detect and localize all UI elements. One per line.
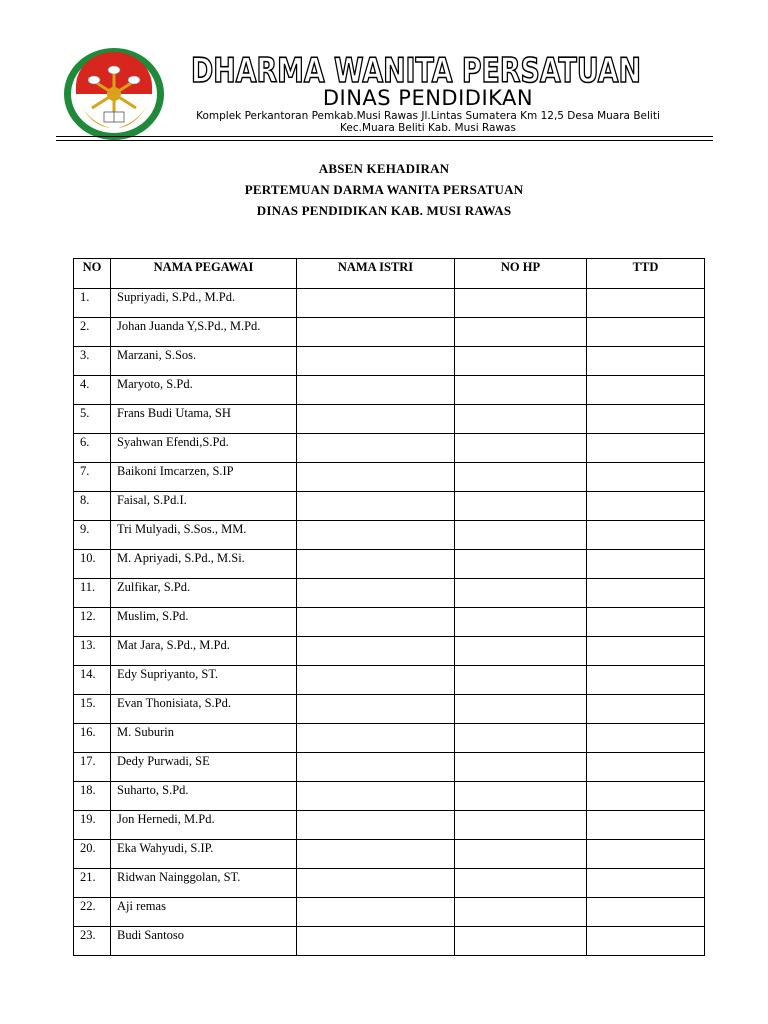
wife-name-cell[interactable]: [297, 898, 455, 927]
wife-name-cell[interactable]: [297, 608, 455, 637]
employee-name: M. Suburin: [111, 724, 297, 753]
employee-name: Suharto, S.Pd.: [111, 782, 297, 811]
wife-name-cell[interactable]: [297, 347, 455, 376]
employee-name: Muslim, S.Pd.: [111, 608, 297, 637]
signature-cell[interactable]: [587, 608, 705, 637]
row-number: 20.: [74, 840, 111, 869]
employee-name: Evan Thonisiata, S.Pd.: [111, 695, 297, 724]
dharma-wanita-logo: [62, 46, 166, 142]
document-subtitle: PERTEMUAN DARMA WANITA PERSATUAN: [244, 182, 524, 197]
wife-name-cell[interactable]: [297, 521, 455, 550]
phone-cell[interactable]: [455, 927, 587, 956]
employee-name: Johan Juanda Y,S.Pd., M.Pd.: [111, 318, 297, 347]
phone-cell[interactable]: [455, 608, 587, 637]
signature-cell[interactable]: [587, 840, 705, 869]
address-line-1: Komplek Perkantoran Pemkab.Musi Rawas Jl.Lintas Sumatera Km 12,5 Desa Muara Beliti: [196, 110, 660, 122]
employee-name: Mat Jara, S.Pd., M.Pd.: [111, 637, 297, 666]
signature-cell[interactable]: [587, 492, 705, 521]
employee-name: Faisal, S.Pd.I.: [111, 492, 297, 521]
phone-cell[interactable]: [455, 463, 587, 492]
table-row: [74, 405, 705, 434]
column-header-ttd: TTD: [587, 259, 705, 289]
row-number: 13.: [74, 637, 111, 666]
emblem-icon: [62, 46, 166, 142]
wife-name-cell[interactable]: [297, 782, 455, 811]
table-row: [74, 434, 705, 463]
signature-cell[interactable]: [587, 927, 705, 956]
signature-cell[interactable]: [587, 782, 705, 811]
employee-name: M. Apriyadi, S.Pd., M.Si.: [111, 550, 297, 579]
document-title: ABSEN KEHADIRAN: [318, 161, 450, 176]
signature-cell[interactable]: [587, 347, 705, 376]
letterhead-rule-thin: [56, 140, 713, 141]
row-number: 14.: [74, 666, 111, 695]
table-row: [74, 753, 705, 782]
phone-cell[interactable]: [455, 869, 587, 898]
phone-cell[interactable]: [455, 405, 587, 434]
signature-cell[interactable]: [587, 579, 705, 608]
row-number: 18.: [74, 782, 111, 811]
row-number: 15.: [74, 695, 111, 724]
column-header-nama-istri: NAMA ISTRI: [297, 259, 455, 289]
employee-name: Eka Wahyudi, S.IP.: [111, 840, 297, 869]
table-row: [74, 927, 705, 956]
table-row: [74, 521, 705, 550]
wife-name-cell[interactable]: [297, 840, 455, 869]
phone-cell[interactable]: [455, 898, 587, 927]
wife-name-cell[interactable]: [297, 637, 455, 666]
employee-name: Ridwan Nainggolan, ST.: [111, 869, 297, 898]
phone-cell[interactable]: [455, 579, 587, 608]
row-number: 22.: [74, 898, 111, 927]
document-subtitle-2: DINAS PENDIDIKAN KAB. MUSI RAWAS: [256, 203, 512, 218]
svg-text:DHARMA WANITA PERSATUAN: DHARMA WANITA PERSATUAN: [191, 51, 641, 91]
row-number: 1.: [74, 289, 111, 318]
employee-name: Zulfikar, S.Pd.: [111, 579, 297, 608]
address-line-2: Kec.Muara Beliti Kab. Musi Rawas: [340, 122, 516, 134]
phone-cell[interactable]: [455, 289, 587, 318]
wife-name-cell[interactable]: [297, 289, 455, 318]
wife-name-cell[interactable]: [297, 579, 455, 608]
phone-cell[interactable]: [455, 347, 587, 376]
signature-cell[interactable]: [587, 550, 705, 579]
table-header-row: [74, 259, 705, 289]
employee-name: Maryoto, S.Pd.: [111, 376, 297, 405]
column-header-no-hp: NO HP: [455, 259, 587, 289]
table-row: [74, 347, 705, 376]
table-row: [74, 376, 705, 405]
row-number: 21.: [74, 869, 111, 898]
signature-cell[interactable]: [587, 521, 705, 550]
signature-cell[interactable]: [587, 724, 705, 753]
phone-cell[interactable]: [455, 695, 587, 724]
table-row: [74, 579, 705, 608]
table-row: [74, 550, 705, 579]
phone-cell[interactable]: [455, 753, 587, 782]
table-row: [74, 318, 705, 347]
employee-name: Marzani, S.Sos.: [111, 347, 297, 376]
signature-cell[interactable]: [587, 289, 705, 318]
signature-cell[interactable]: [587, 463, 705, 492]
phone-cell[interactable]: [455, 318, 587, 347]
row-number: 10.: [74, 550, 111, 579]
table-row: [74, 840, 705, 869]
signature-cell[interactable]: [587, 637, 705, 666]
phone-cell[interactable]: [455, 840, 587, 869]
row-number: 4.: [74, 376, 111, 405]
phone-cell[interactable]: [455, 637, 587, 666]
signature-cell[interactable]: [587, 376, 705, 405]
row-number: 23.: [74, 927, 111, 956]
row-number: 17.: [74, 753, 111, 782]
wife-name-cell[interactable]: [297, 463, 455, 492]
phone-cell[interactable]: [455, 521, 587, 550]
employee-name: Edy Supriyanto, ST.: [111, 666, 297, 695]
table-row: [74, 463, 705, 492]
attendance-table: [73, 258, 705, 956]
employee-name: Supriyadi, S.Pd., M.Pd.: [111, 289, 297, 318]
table-row: [74, 782, 705, 811]
signature-cell[interactable]: [587, 753, 705, 782]
employee-name: Frans Budi Utama, SH: [111, 405, 297, 434]
row-number: 12.: [74, 608, 111, 637]
table-row: [74, 637, 705, 666]
signature-cell[interactable]: [587, 405, 705, 434]
phone-cell[interactable]: [455, 376, 587, 405]
employee-name: Dedy Purwadi, SE: [111, 753, 297, 782]
column-header-no: NO: [74, 259, 111, 289]
signature-cell[interactable]: [587, 869, 705, 898]
row-number: 7.: [74, 463, 111, 492]
phone-cell[interactable]: [455, 782, 587, 811]
wife-name-cell[interactable]: [297, 695, 455, 724]
row-number: 9.: [74, 521, 111, 550]
signature-cell[interactable]: [587, 666, 705, 695]
wife-name-cell[interactable]: [297, 434, 455, 463]
letterhead-rule: [56, 136, 713, 137]
phone-cell[interactable]: [455, 492, 587, 521]
row-number: 19.: [74, 811, 111, 840]
wife-name-cell[interactable]: [297, 753, 455, 782]
wife-name-cell[interactable]: [297, 666, 455, 695]
employee-name: Tri Mulyadi, S.Sos., MM.: [111, 521, 297, 550]
employee-name: Budi Santoso: [111, 927, 297, 956]
table-row: [74, 666, 705, 695]
row-number: 6.: [74, 434, 111, 463]
wife-name-cell[interactable]: [297, 927, 455, 956]
employee-name: Jon Hernedi, M.Pd.: [111, 811, 297, 840]
table-row: [74, 695, 705, 724]
wife-name-cell[interactable]: [297, 550, 455, 579]
row-number: 3.: [74, 347, 111, 376]
phone-cell[interactable]: [455, 811, 587, 840]
employee-name: Aji remas: [111, 898, 297, 927]
row-number: 16.: [74, 724, 111, 753]
wife-name-cell[interactable]: [297, 724, 455, 753]
row-number: 5.: [74, 405, 111, 434]
phone-cell[interactable]: [455, 724, 587, 753]
signature-cell[interactable]: [587, 318, 705, 347]
phone-cell[interactable]: [455, 666, 587, 695]
wife-name-cell[interactable]: [297, 811, 455, 840]
signature-cell[interactable]: [587, 811, 705, 840]
wife-name-cell[interactable]: [297, 376, 455, 405]
row-number: 2.: [74, 318, 111, 347]
row-number: 8.: [74, 492, 111, 521]
employee-name: Baikoni Imcarzen, S.IP: [111, 463, 297, 492]
table-row: [74, 608, 705, 637]
department-name: DINAS PENDIDIKAN: [322, 86, 534, 110]
table-row: [74, 869, 705, 898]
org-title: [188, 48, 644, 90]
employee-name: Syahwan Efendi,S.Pd.: [111, 434, 297, 463]
signature-cell[interactable]: [587, 434, 705, 463]
phone-cell[interactable]: [455, 550, 587, 579]
table-row: [74, 811, 705, 840]
column-header-nama-pegawai: NAMA PEGAWAI: [111, 259, 297, 289]
phone-cell[interactable]: [455, 434, 587, 463]
table-row: [74, 492, 705, 521]
wife-name-cell[interactable]: [297, 492, 455, 521]
wife-name-cell[interactable]: [297, 405, 455, 434]
signature-cell[interactable]: [587, 898, 705, 927]
table-row: [74, 724, 705, 753]
wife-name-cell[interactable]: [297, 869, 455, 898]
signature-cell[interactable]: [587, 695, 705, 724]
table-row: [74, 289, 705, 318]
table-row: [74, 898, 705, 927]
wife-name-cell[interactable]: [297, 318, 455, 347]
row-number: 11.: [74, 579, 111, 608]
